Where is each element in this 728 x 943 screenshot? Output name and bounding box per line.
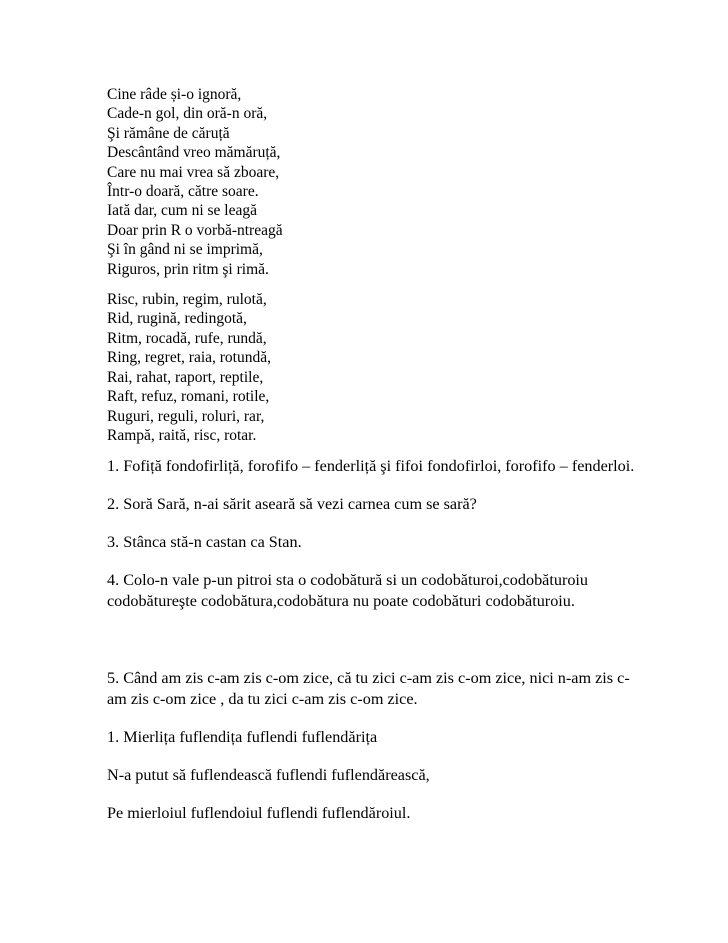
poem-line: Iată dar, cum ni se leagă xyxy=(107,202,257,220)
poem-line: Ring, regret, raia, rotundă, xyxy=(107,349,271,367)
poem-line: Cine râde și-o ignoră, xyxy=(107,86,242,103)
document-page xyxy=(107,85,647,841)
poem-line: Şi în gând ni se imprimă, xyxy=(107,241,263,259)
tongue-twister-7: N-a putut să fuflendească fuflendi fuflendărească, xyxy=(107,766,430,785)
poem-line: Care nu mai vrea să zboare, xyxy=(107,163,280,181)
poem-line: Riguros, prin ritm şi rimă. xyxy=(107,260,269,278)
poem-line: Într-o doară, către soare. xyxy=(107,183,259,201)
poem-line: Risc, rubin, regim, rulotă, xyxy=(107,291,267,309)
poem-line: Descântând vreo mămăruță, xyxy=(107,144,281,162)
poem-line: Ruguri, reguli, roluri, rar, xyxy=(107,407,265,425)
poem-line: Rai, rahat, raport, reptile, xyxy=(107,368,264,386)
poem-line: Cade-n gol, din oră-n oră, xyxy=(107,105,268,123)
poem-stanza-2 xyxy=(107,290,647,445)
tongue-twister-6: 1. Mierlița fuflendița fuflendi fuflendărița xyxy=(107,728,378,747)
poem-line: Raft, refuz, romani, rotile, xyxy=(107,388,270,406)
poem-line: Doar prin R o vorbă-ntreagă xyxy=(107,221,283,239)
blank-spacer xyxy=(107,629,647,668)
tongue-twister-2: 2. Soră Sară, n-ai sărit aseară să vezi carnea cum se sară? xyxy=(107,495,477,514)
tongue-twister-1: 1. Fofiță fondofirliță, forofifo – fenderliță şi fifoi fondofirloi, forofifo – fenderloi. xyxy=(107,457,635,476)
poem-line: Şi rămâne de căruță xyxy=(107,124,230,142)
poem-line: Rid, rugină, redingotă, xyxy=(107,310,247,328)
tongue-twister-8: Pe mierloiul fuflendoiul fuflendi fuflendăroiul. xyxy=(107,804,411,823)
tongue-twister-4: 4. Colo-n vale p-un pitroi sta o codobătură si un codobăturoi,codobăturoiu codobătureşte codobătura,codobătura nu poate codobături codobăturoiu. xyxy=(107,571,589,611)
tongue-twister-3: 3. Stânca stă-n castan ca Stan. xyxy=(107,533,302,552)
tongue-twister-5: 5. Când am zis c-am zis c-om zice, că tu zici c-am zis c-om zice, nici n-am zis c-am zis c-om zice , da tu zici c-am zis c-om zice. xyxy=(107,669,630,709)
poem-stanza-1 xyxy=(107,85,647,279)
poem-line: Ritm, rocadă, rufe, rundă, xyxy=(107,329,267,347)
poem-line: Rampă, raită, risc, rotar. xyxy=(107,426,257,444)
